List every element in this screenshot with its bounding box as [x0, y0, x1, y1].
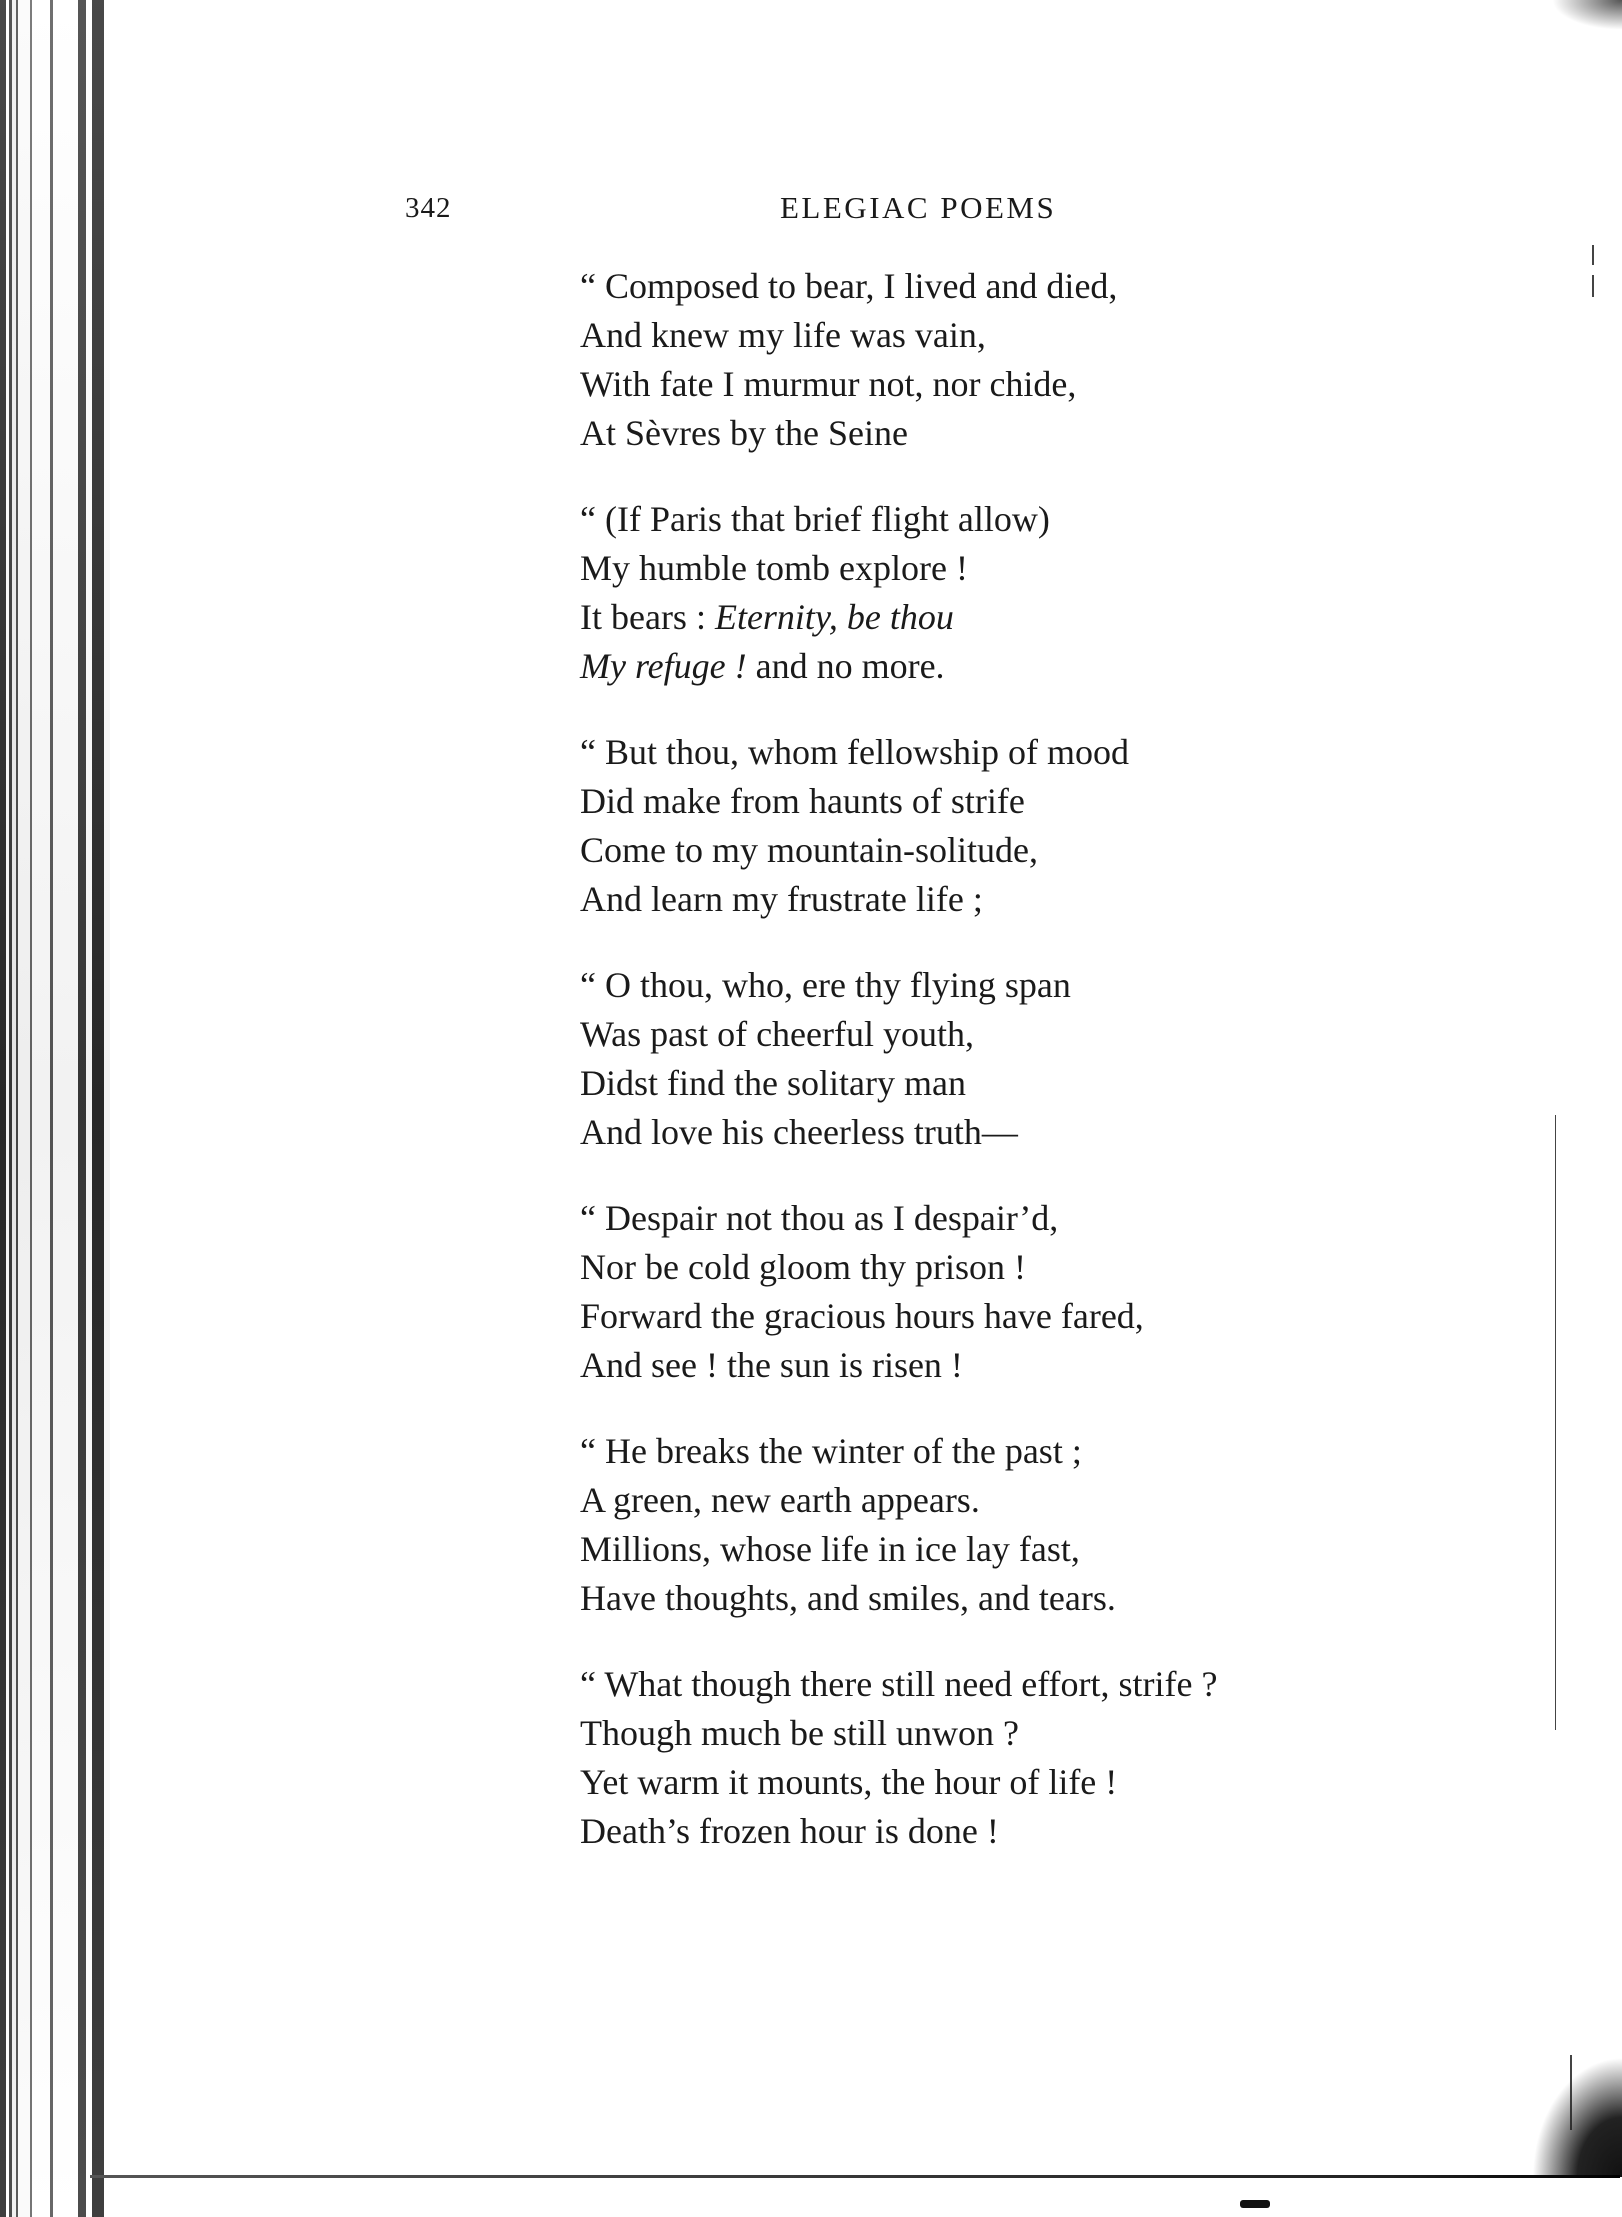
- running-head: ELEGIAC POEMS: [780, 190, 1057, 225]
- poem-line: And learn my frustrate life ;: [580, 879, 983, 919]
- poem-line: Was past of cheerful youth,: [580, 1014, 974, 1054]
- poem-line: Didst find the solitary man: [580, 1063, 966, 1103]
- poem-line: “ But thou, whom fellowship of mood: [580, 732, 1129, 772]
- edge-mark: [1592, 245, 1594, 265]
- poem-line: A green, new earth appears.: [580, 1480, 980, 1520]
- poem-line-italic: My refuge !: [580, 646, 747, 686]
- poem-line: Millions, whose life in ice lay fast,: [580, 1529, 1080, 1569]
- poem-line: My humble tomb explore !: [580, 548, 968, 588]
- poem-line: Though much be still unwon ?: [580, 1713, 1019, 1753]
- poem-line: And see ! the sun is risen !: [580, 1345, 963, 1385]
- page-curl-shadow: [1532, 2057, 1622, 2177]
- poem-body: [580, 262, 1580, 1893]
- poem-line: “ He breaks the winter of the past ;: [580, 1431, 1082, 1471]
- poem-line: “ Composed to bear, I lived and died,: [580, 266, 1118, 306]
- poem-line: Have thoughts, and smiles, and tears.: [580, 1578, 1116, 1618]
- poem-line: Come to my mountain-solitude,: [580, 830, 1038, 870]
- poem-line-text: It bears :: [580, 597, 706, 637]
- poem-line: “ What though there still need effort, strife ?: [580, 1664, 1218, 1704]
- stanza: [580, 1194, 1580, 1390]
- stanza: [580, 262, 1580, 458]
- poem-line: Nor be cold gloom thy prison !: [580, 1247, 1026, 1287]
- poem-line: Yet warm it mounts, the hour of life !: [580, 1762, 1118, 1802]
- poem-line-text: and no more.: [755, 646, 945, 686]
- poem-line: [580, 642, 1580, 691]
- poem-line: With fate I murmur not, nor chide,: [580, 364, 1077, 404]
- poem-line: And knew my life was vain,: [580, 315, 986, 355]
- poem-line: [580, 593, 1580, 642]
- poem-line: Forward the gracious hours have fared,: [580, 1296, 1144, 1336]
- stanza: [580, 728, 1580, 924]
- page-number: 342: [405, 192, 452, 224]
- stanza: [580, 1427, 1580, 1623]
- poem-line: Did make from haunts of strife: [580, 781, 1025, 821]
- stanza: [580, 1660, 1580, 1856]
- poem-line: “ (If Paris that brief flight allow): [580, 499, 1050, 539]
- bottom-edge-mark: [1240, 2200, 1270, 2208]
- poem-line: And love his cheerless truth—: [580, 1112, 1018, 1152]
- stanza: [580, 961, 1580, 1157]
- poem-line: “ O thou, who, ere thy flying span: [580, 965, 1071, 1005]
- page-corner-shadow: [1552, 0, 1622, 30]
- poem-line: Death’s frozen hour is done !: [580, 1811, 999, 1851]
- poem-line: “ Despair not thou as I despair’d,: [580, 1198, 1059, 1238]
- poem-line: At Sèvres by the Seine: [580, 413, 908, 453]
- poem-line-italic: Eternity, be thou: [714, 597, 954, 637]
- gutter-shade: [0, 0, 110, 2217]
- edge-mark: [1592, 275, 1594, 297]
- bottom-edge-rule: [90, 2175, 1620, 2178]
- stanza: [580, 495, 1580, 691]
